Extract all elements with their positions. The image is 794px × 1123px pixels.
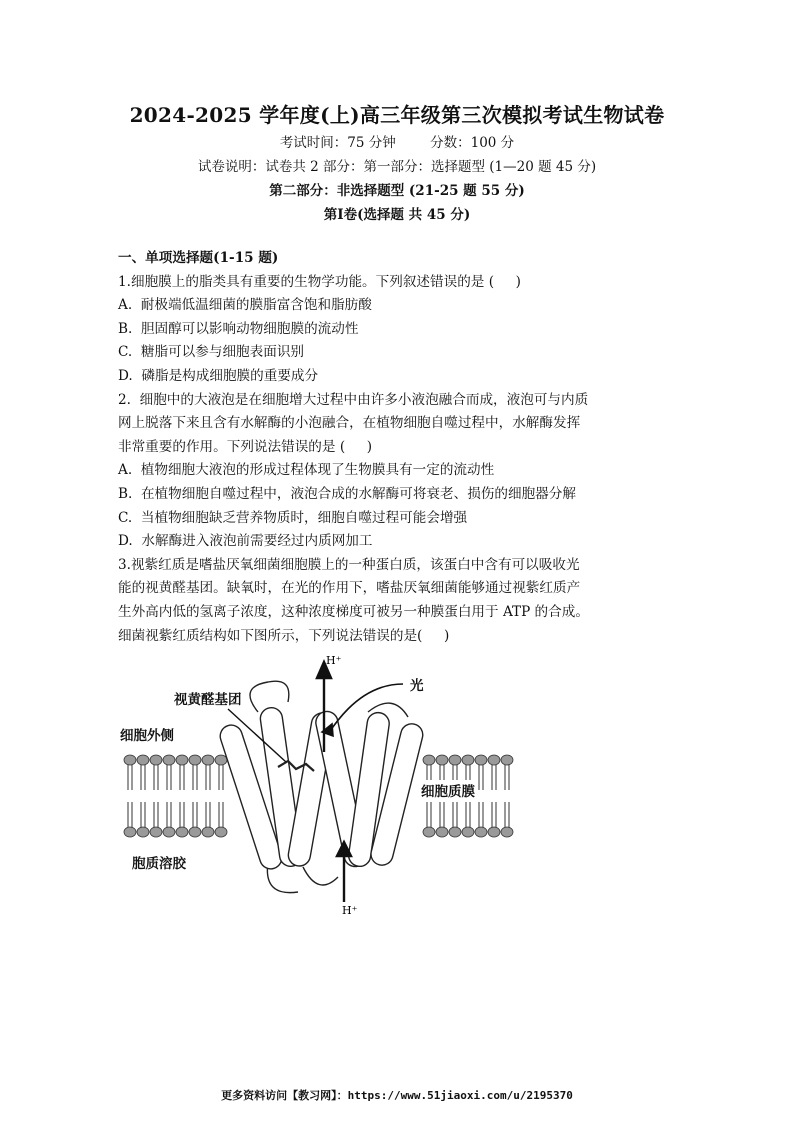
bacteriorhodopsin-figure bbox=[118, 652, 518, 914]
q1-option-b: B. 胆固醇可以影响动物细胞膜的流动性 bbox=[118, 320, 359, 337]
cell-exterior-label: 细胞外侧 bbox=[120, 728, 174, 744]
exam-title: 2024-2025 学年度(上)高三年级第三次模拟考试生物试卷 bbox=[129, 103, 665, 127]
plasma-membrane-label: 细胞质膜 bbox=[418, 780, 478, 800]
exam-part2-line: 第二部分：非选择题型 (21-25 题 55 分) bbox=[269, 183, 525, 199]
q3-stem-line3: 生外高内低的氢离子浓度，这种浓度梯度可被另一种膜蛋白用于 ATP 的合成。 bbox=[118, 603, 589, 620]
q2-option-c: C. 当植物细胞缺乏营养物质时，细胞自噬过程可能会增强 bbox=[118, 509, 468, 526]
lipid-head-lower bbox=[501, 802, 513, 837]
q3-stem-line1: 3.视紫红质是嗜盐厌氧细菌细胞膜上的一种蛋白质，该蛋白中含有可以吸收光 bbox=[118, 556, 580, 573]
lipid-head-lower bbox=[475, 802, 487, 837]
lipid-head-lower bbox=[215, 802, 227, 837]
q2-stem-line3: 非常重要的作用。下列说法错误的是 ( ) bbox=[118, 438, 373, 455]
exam-note-line: 试卷说明：试卷共 2 部分：第一部分：选择题型 (1—20 题 45 分) bbox=[197, 159, 597, 175]
lipid-head-lower bbox=[423, 802, 435, 837]
q3-stem-line4: 细菌视紫红质结构如下图所示，下列说法错误的是( ) bbox=[118, 627, 450, 644]
lipid-head-upper bbox=[202, 755, 214, 790]
q2-stem-line2: 网上脱落下来且含有水解酶的小泡融合，在植物细胞自噬过程中，水解酶发挥 bbox=[118, 415, 581, 432]
lipid-head-upper bbox=[137, 755, 149, 790]
h-plus-bottom-label: H⁺ bbox=[342, 904, 358, 914]
lipid-head-lower bbox=[189, 802, 201, 837]
q1-option-a: A. 耐极端低温细菌的膜脂富含饱和脂肪酸 bbox=[118, 297, 372, 314]
volume-heading: 第Ⅰ卷(选择题 共 45 分) bbox=[323, 207, 471, 223]
exam-time-line: 考试时间：75 分钟 分数：100 分 bbox=[279, 135, 515, 151]
lipid-head-upper bbox=[189, 755, 201, 790]
q3-stem-line2: 能的视黄醛基团。缺氧时，在光的作用下，嗜盐厌氧细菌能够通过视紫红质产 bbox=[118, 580, 581, 597]
lipid-head-upper bbox=[501, 755, 513, 790]
lipid-head-lower bbox=[176, 802, 188, 837]
h-plus-top-label: H⁺ bbox=[326, 654, 342, 667]
lipid-head-upper bbox=[124, 755, 136, 790]
q1-option-c: C. 糖脂可以参与细胞表面识别 bbox=[118, 344, 305, 361]
lipid-head-upper bbox=[163, 755, 175, 790]
lipid-head-upper bbox=[176, 755, 188, 790]
cytosol-label: 胞质溶胶 bbox=[132, 856, 186, 872]
q1-option-d: D. 磷脂是构成细胞膜的重要成分 bbox=[118, 367, 319, 384]
question-body bbox=[118, 247, 688, 648]
lipid-head-lower bbox=[202, 802, 214, 837]
lipid-head-upper bbox=[150, 755, 162, 790]
lipid-head-lower bbox=[449, 802, 461, 837]
lipid-head-upper bbox=[215, 755, 227, 790]
q2-option-d: D. 水解酶进入液泡前需要经过内质网加工 bbox=[118, 533, 373, 550]
footer-link[interactable]: 更多资料访问【教习网】：https://www.51jiaoxi.com/u/2195370 bbox=[221, 1089, 573, 1102]
light-label: 光 bbox=[410, 678, 424, 694]
q2-stem-line1: 2. 细胞中的大液泡是在细胞增大过程中由许多小液泡融合而成，液泡可与内质 bbox=[118, 391, 589, 408]
q2-option-b: B. 在植物细胞自噬过程中，液泡合成的水解酶可将衰老、损伤的细胞器分解 bbox=[118, 485, 576, 502]
retinal-group-label: 视黄醛基团 bbox=[174, 692, 242, 708]
lipid-head-lower bbox=[488, 802, 500, 837]
protein-helices bbox=[217, 681, 425, 892]
lipid-head-upper bbox=[488, 755, 500, 790]
section-heading: 一、单项选择题(1-15 题) bbox=[118, 250, 279, 266]
lipid-head-lower bbox=[150, 802, 162, 837]
lipid-head-lower bbox=[462, 802, 474, 837]
q1-stem: 1.细胞膜上的脂类具有重要的生物学功能。下列叙述错误的是 ( ) bbox=[118, 273, 521, 290]
lipid-head-lower bbox=[124, 802, 136, 837]
lipid-head-lower bbox=[436, 802, 448, 837]
lipid-head-lower bbox=[163, 802, 175, 837]
q2-option-a: A. 植物细胞大液泡的形成过程体现了生物膜具有一定的流动性 bbox=[118, 462, 495, 479]
lipid-head-lower bbox=[137, 802, 149, 837]
